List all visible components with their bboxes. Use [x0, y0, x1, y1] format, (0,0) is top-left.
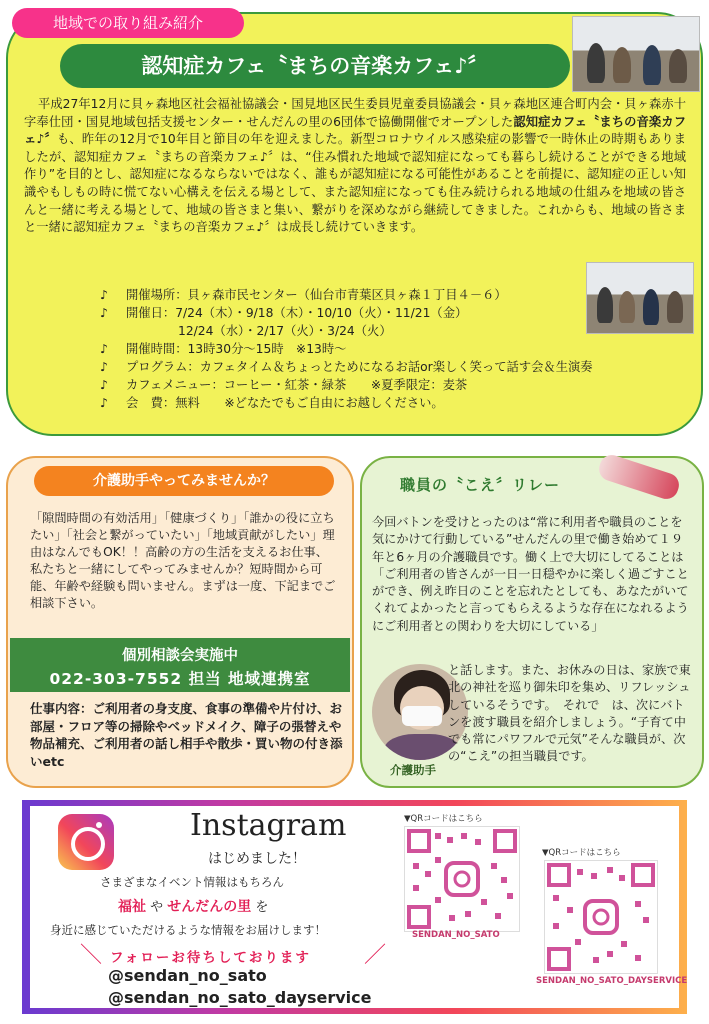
- follow-message: フォローお待ちしております: [110, 950, 311, 966]
- staff-caption: 介護助手: [390, 763, 436, 777]
- event-time: 開催時間：13時30分～15時 ※13時～: [126, 342, 347, 356]
- event-details: [100, 286, 660, 412]
- qr-caption-1: SENDAN_NO_SATO: [412, 930, 500, 940]
- slash-right-icon: ／: [364, 943, 387, 968]
- qr-label-2: ▼QRコードはこちら: [542, 848, 621, 858]
- qr-label-1: ▼QRコードはこちら: [404, 814, 483, 824]
- instagram-subheading: はじめました！: [208, 851, 306, 867]
- section-tag: 地域での取り組み紹介: [12, 8, 244, 38]
- qr-code-icon[interactable]: [544, 860, 658, 974]
- event-program: プログラム：カフェタイム＆ちょっとためになるお話or楽しく笑って話す会＆生演奏: [126, 360, 593, 374]
- event-venue: 開催場所：貝ヶ森市民センター（仙台市青葉区貝ヶ森１丁目４－６）: [126, 288, 507, 302]
- music-note-icon: ♪: [100, 396, 108, 410]
- consult-title: 個別相談会実施中: [122, 648, 238, 664]
- instagram-heading: Instagram: [190, 808, 347, 843]
- instagram-icon[interactable]: [58, 814, 114, 870]
- event-fee: 会 費：無料 ※どなたでもご自由にお越しください。: [126, 396, 444, 410]
- qr-caption-2: SENDAN_NO_SATO_DAYSERVICE: [536, 976, 688, 986]
- highlight-welfare: 福祉: [118, 899, 146, 915]
- care-title: 介護助手やってみませんか？: [34, 466, 334, 496]
- work-description: 仕事内容：ご利用者の身支度、食事の準備や片付け、お部屋・フロア等の掃除やベッドメイク、障子の張替えや物品補充、ご利用者の話し相手や散歩・買い物の付き添いetc: [30, 701, 343, 769]
- instagram-line-1: さまざまなイベント情報はもちろん: [100, 875, 284, 889]
- intro-bold: 認知症カフェ〝まちの音楽カフェ♪〞: [24, 114, 686, 147]
- qr-code-icon[interactable]: [404, 826, 520, 932]
- consultation-box: [10, 638, 350, 692]
- music-note-icon: ♪: [100, 378, 108, 392]
- instagram-line-3: 身近に感じていただけるような情報をお届けします！: [50, 923, 326, 937]
- event-dates-cont: 12/24（水）・2/17（火）・3/24（火）: [178, 324, 392, 338]
- music-note-icon: ♪: [100, 342, 108, 356]
- slash-left-icon: ＼: [80, 943, 103, 968]
- intro-paragraph: [24, 96, 686, 237]
- staff-title: 職員の〝こえ〞リレー: [400, 476, 561, 494]
- instagram-handle-1[interactable]: @sendan_no_sato: [108, 966, 267, 985]
- music-note-icon: ♪: [100, 360, 108, 374]
- music-note-icon: ♪: [100, 288, 108, 302]
- music-note-icon: ♪: [100, 306, 108, 320]
- cafe-photo-1: [572, 16, 700, 92]
- staff-description: 今回バトンを受けとったのは“常に利用者や職員のことを気にかけて行動している”せんだんの里で働き始めて１９年と6ヶ月の介護職員です。働く上で大切にしてることは「ご利用者の皆さんが一日一日穏やかに楽しく過ごすことができ、例え昨日のことを忘れたとしても、あなたがいてくれてよかったと言ってもらえるような存在になれるようにご利用者との関わりを大切にしている」: [372, 515, 689, 633]
- consult-phone[interactable]: 022-303-7552 担当 地域連携室: [49, 670, 311, 688]
- event-menu: カフェメニュー：コーヒー・紅茶・緑茶 ※夏季限定：麦茶: [126, 378, 468, 392]
- intro-text-2: も、昨年の12月で10年目と節目の年を迎えました。新型コロナウイルス感染症の影響で一時休止の時期もありましたが、認知症カフェ〝まちの音楽カフェ♪〞は、“住み慣れた地域で認知症になっても暮らし続けることができる地域作り”を目的とし、認知症になるならないではなく、誰もが認知症になる可能性があることを前提に、認知症の正しい知識やもしもの時に慌てない心構えを伝える場として、また認知症になっても住み続けられる地域の仕組みを地域の皆さんと一緒に考える場として、地域の皆さまと集い、繋がりを深めながら継続してきました。これからも、地域の皆さまと一緒に認知症カフェ〝まちの音楽カフェ♪〞は成長し続けていきます。: [24, 132, 686, 235]
- intro-text-1: 平成27年12月に貝ヶ森地区社会福祉協議会・国見地区民生委員児童委員協議会・貝ヶ森地区連合町内会・貝ヶ森赤十字奉仕団・国見地域包括支援センター・せんだんの里の6団体で協働開催でオープンした: [24, 97, 686, 129]
- instagram-handle-2[interactable]: @sendan_no_sato_dayservice: [108, 988, 372, 1007]
- staff-description-cont: と話します。また、お休みの日は、家族で東北の神社を巡り御朱印を集め、リフレッシュしているそうです。 それで は、次にバトンを渡す職員を紹介しましょう。“子育て中でも常にパワフルで元気”そんな職員が、次の“こえ”の担当職員です。: [448, 663, 691, 764]
- highlight-sendan: せんだんの里: [167, 899, 252, 915]
- page-title: 認知症カフェ〝まちの音楽カフェ♪〞: [60, 44, 570, 88]
- instagram-line-2: 福祉 や せんだんの里 を: [118, 899, 269, 915]
- care-description: 「隙間時間の有効活用」「健康づくり」「誰かの役に立ちたい」「社会と繋がっていたい」「地域貢献がしたい」理由はなんでもOK！！高齢の方の生活を支えるお仕事、私たちと一緒にしてやってみませんか？短時間から可能、年齢や経験も問いません。まずは一度、下記までご相談下さい。: [30, 511, 336, 610]
- event-dates: 開催日：7/24（木）・9/18（木）・10/10（火）・11/21（金）: [126, 306, 468, 320]
